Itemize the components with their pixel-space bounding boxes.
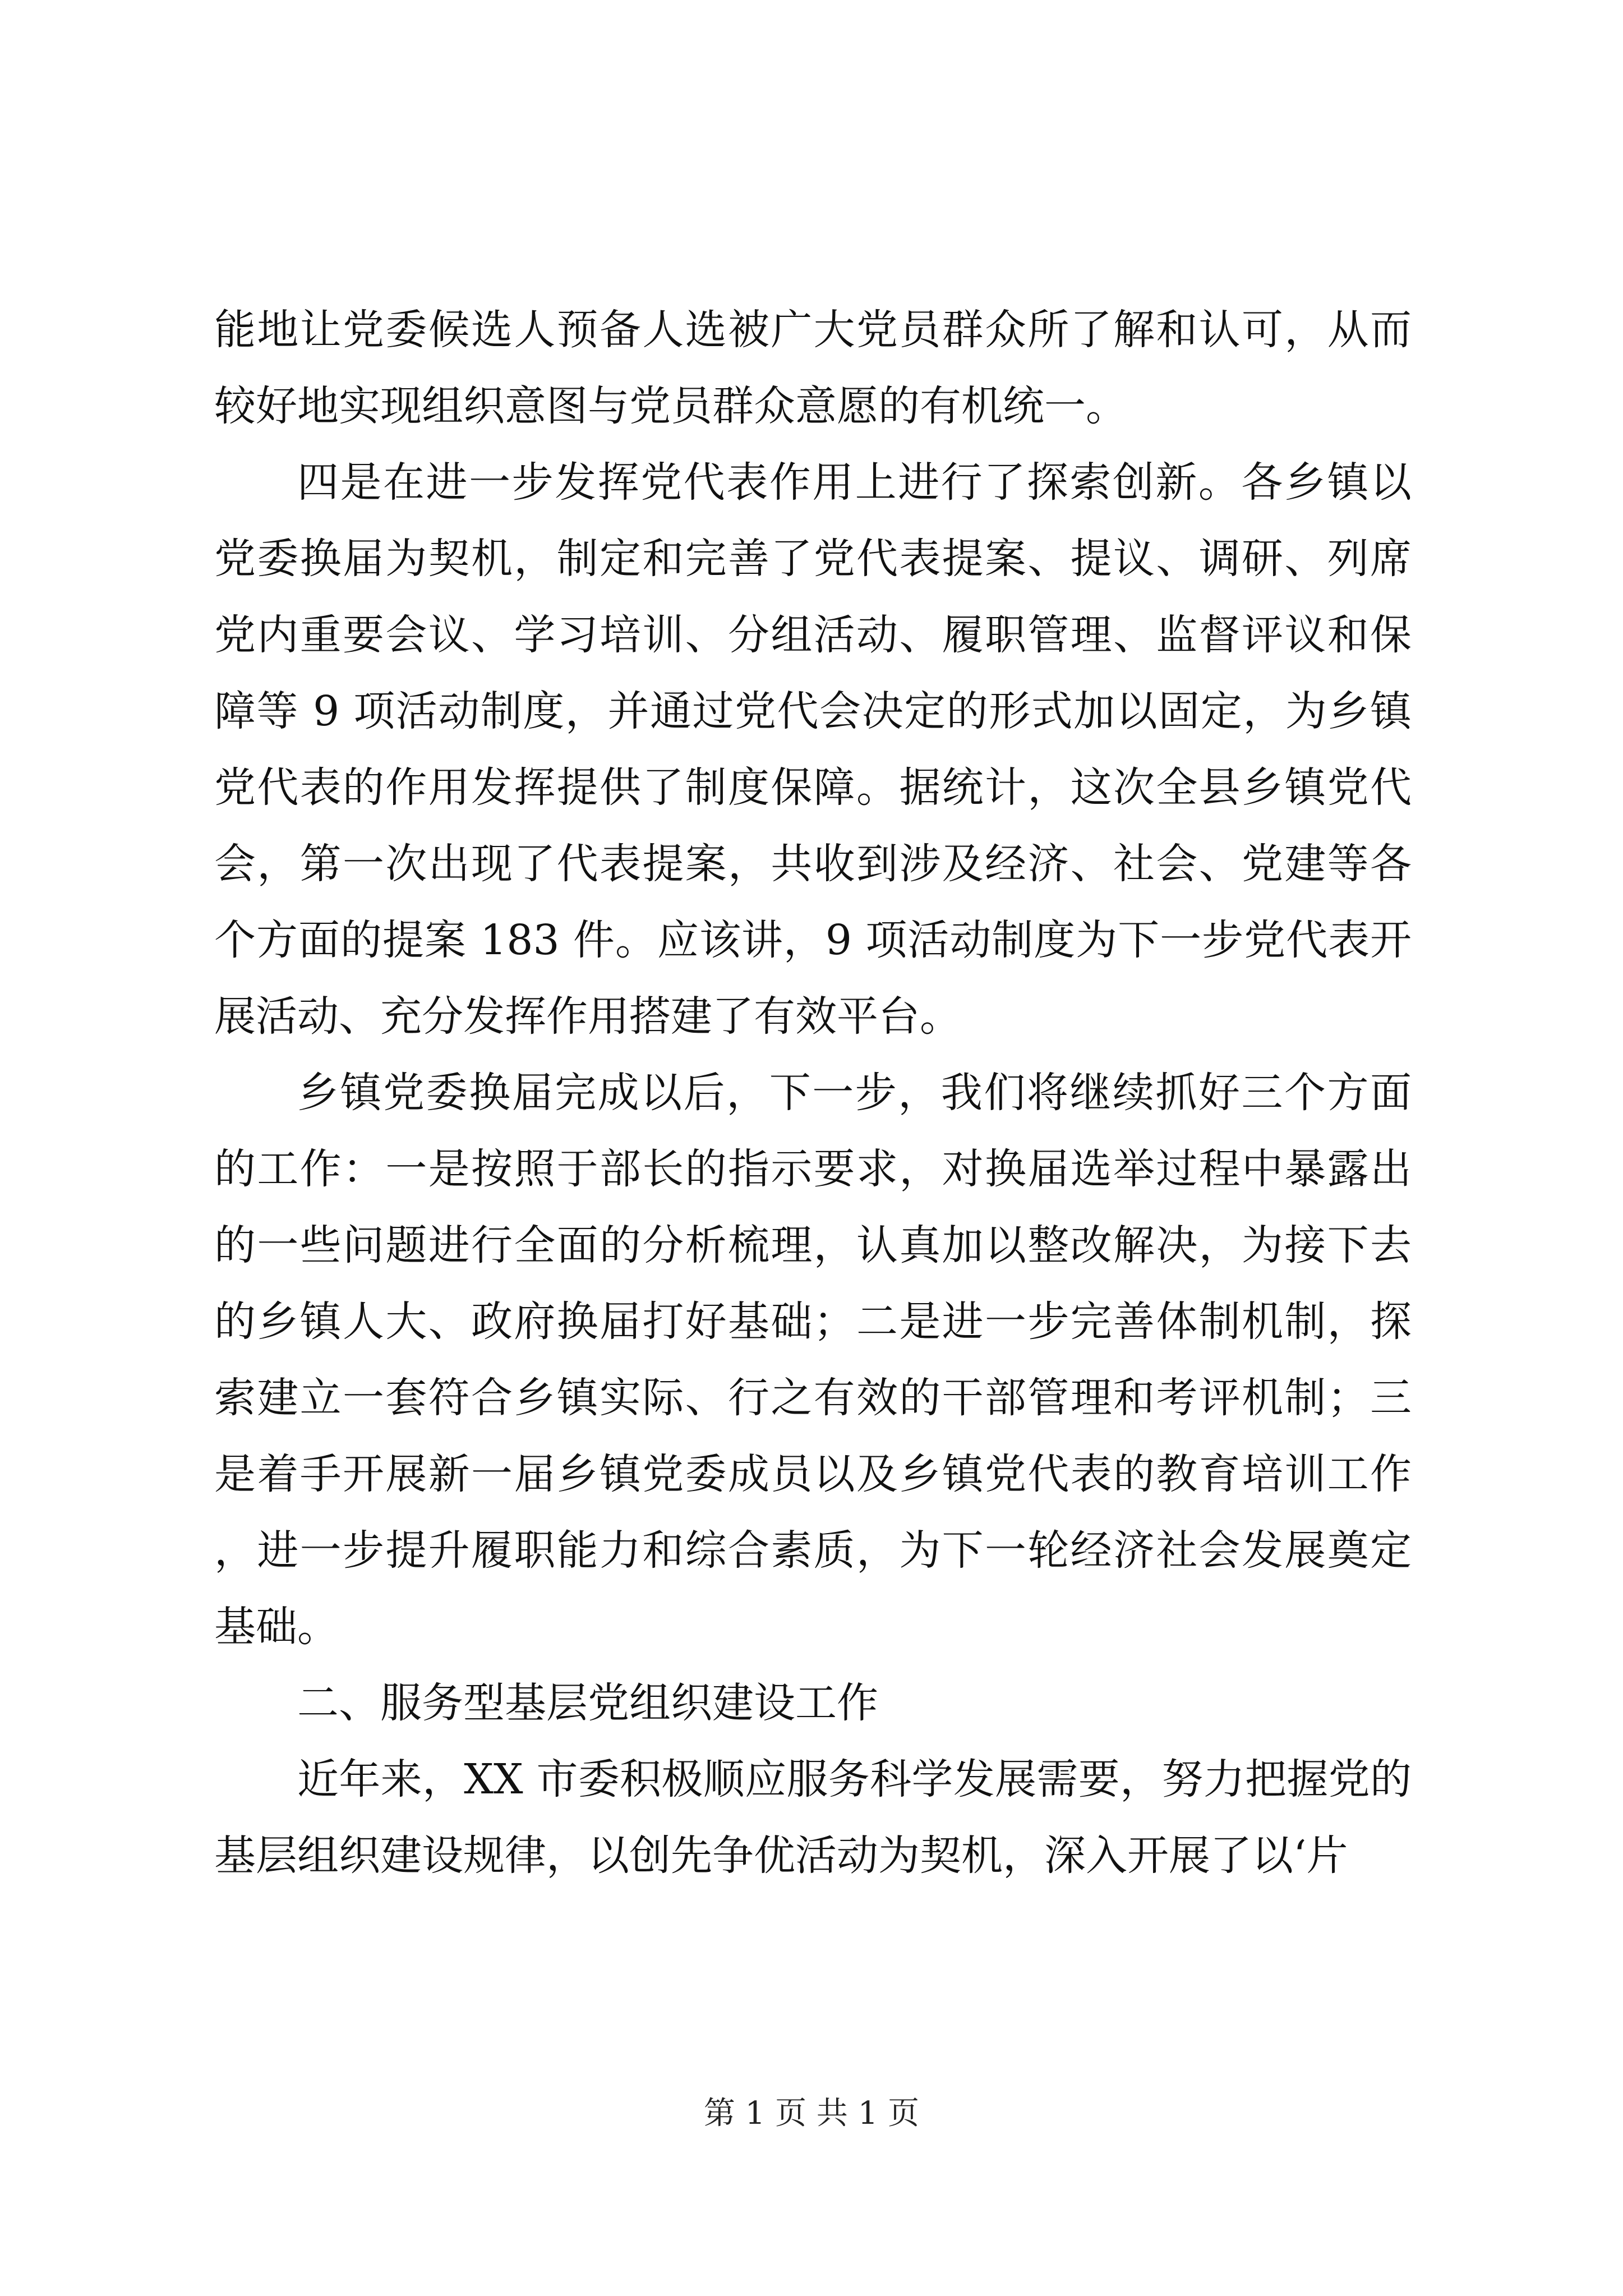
document-body — [214, 292, 1412, 1894]
section-heading: 二、服务型基层党组织建设工作 — [297, 1679, 878, 1727]
paragraph-3: 乡镇党委换届完成以后，下一步，我们将继续抓好三个方面的工作：一是按照于部长的指示要求，对换届选举过程中暴露出的一些问题进行全面的分析梳理，认真加以整改解决，为接下去的乡镇人大、政府换届打好基础；二是进一步完善体制机制，探索建立一套符合乡镇实际、行之有效的干部管理和考评机制；三是着手开展新一届乡镇党委成员以及乡镇党代表的教育培训工作，进一步提升履职能力和综合素质，为下一轮经济社会发展奠定基础。 — [214, 1069, 1412, 1651]
paragraph-2: 四是在进一步发挥党代表作用上进行了探索创新。各乡镇以党委换届为契机，制定和完善了党代表提案、提议、调研、列席党内重要会议、学习培训、分组活动、履职管理、监督评议和保障等 9 项活动制度，并通过党代会决定的形式加以固定，为乡镇党代表的作用发挥提供了制度保障。据统计，这次全县乡镇党代会，第一次出现了代表提案，共收到涉及经济、社会、党建等各个方面的提案 183 件。应该讲，9 项活动制度为下一步党代表开展活动、充分发挥作用搭建了有效平台。 — [214, 458, 1412, 1041]
paragraph-1: 能地让党委候选人预备人选被广大党员群众所了解和认可，从而较好地实现组织意图与党员群众意愿的有机统一。 — [214, 306, 1412, 430]
paragraph-4: 近年来，XX 市委积极顺应服务科学发展需要，努力把握党的基层组织建设规律，以创先争优活动为契机，深入开展了以‘片 — [214, 1755, 1412, 1880]
page-footer: 第 1 页 共 1 页 — [703, 2095, 920, 2132]
